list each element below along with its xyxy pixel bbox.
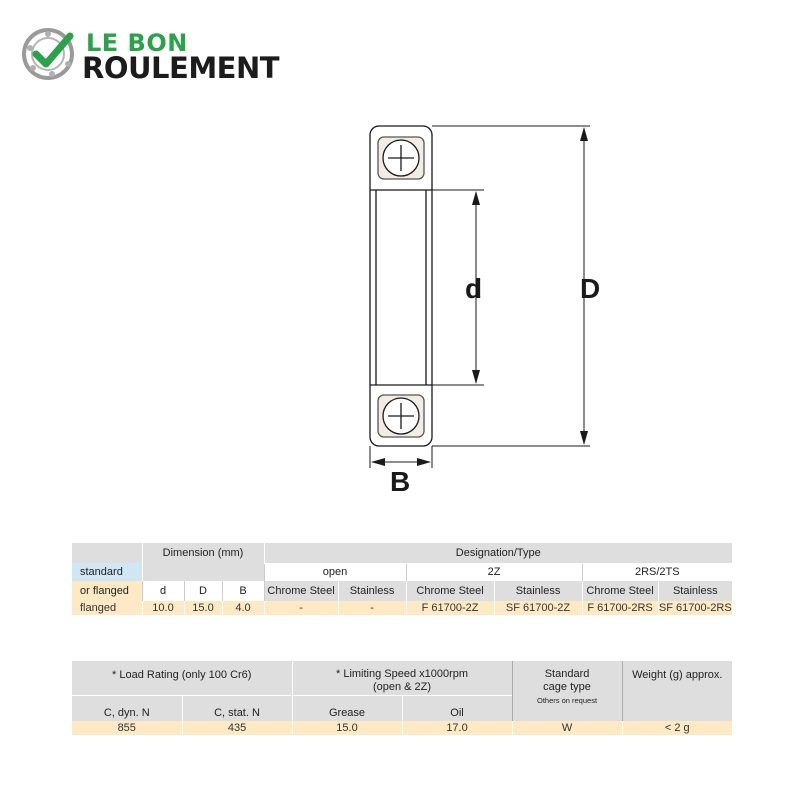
brand-line-1: LE BON xyxy=(86,29,188,57)
label-D: D xyxy=(580,273,601,304)
value-c-stat: 435 xyxy=(182,721,292,735)
col-D: D xyxy=(184,581,222,601)
col-c-dyn: C, dyn. N xyxy=(72,695,182,721)
rating-table xyxy=(72,661,732,735)
cage-line-2: cage type xyxy=(543,681,591,693)
value-open-chrome: - xyxy=(264,601,338,615)
col-B: B xyxy=(222,581,264,601)
col-open-stainless: Stainless xyxy=(338,581,406,601)
row-label-or-flanged: or flanged xyxy=(72,581,142,601)
brand-line-2: ROULEMENT xyxy=(82,51,280,85)
value-cage: W xyxy=(512,721,622,735)
bottom-ball xyxy=(378,395,424,437)
limiting-speed-line-1: * Limiting Speed x1000rpm xyxy=(335,668,469,680)
label-B: B xyxy=(390,466,411,497)
value-B: 4.0 xyxy=(222,601,264,615)
value-2rs-chrome: F 61700-2RS xyxy=(582,601,658,615)
group-open: open xyxy=(264,563,406,581)
col-oil: Oil xyxy=(402,695,512,721)
cage-line-1: Standard xyxy=(544,668,590,680)
top-ball xyxy=(378,137,424,179)
value-2rs-stainless: SF 61700-2RS xyxy=(658,602,732,614)
weight-header: Weight (g) approx. xyxy=(622,661,732,721)
col-2z-stainless: Stainless xyxy=(494,581,582,601)
value-D: 15.0 xyxy=(184,601,222,615)
col-c-stat: C, stat. N xyxy=(182,695,292,721)
col-open-chrome: Chrome Steel xyxy=(264,581,338,601)
load-rating-header: * Load Rating (only 100 Cr6) xyxy=(72,661,292,695)
col-2z-chrome: Chrome Steel xyxy=(406,581,494,601)
row-label-flanged: flanged xyxy=(72,601,142,615)
cage-note: Others on request xyxy=(537,696,598,705)
row-label-standard: standard xyxy=(72,563,142,581)
table-row xyxy=(72,721,732,735)
group-2rs: 2RS/2TS xyxy=(582,563,732,581)
designation-table xyxy=(72,543,732,615)
value-grease: 15.0 xyxy=(292,721,402,735)
col-grease: Grease xyxy=(292,695,402,721)
table-row xyxy=(72,601,732,615)
dimension-header: Dimension (mm) xyxy=(142,543,264,563)
value-d: 10.0 xyxy=(142,601,184,615)
value-open-stainless: - xyxy=(338,601,406,615)
col-2rs-chrome: Chrome Steel xyxy=(582,581,658,601)
value-2z-chrome: F 61700-2Z xyxy=(406,601,494,615)
value-weight: < 2 g xyxy=(622,721,732,735)
group-2z: 2Z xyxy=(406,563,582,581)
value-2z-stainless: SF 61700-2Z xyxy=(494,601,582,615)
limiting-speed-line-2: (open & 2Z) xyxy=(372,681,432,693)
col-2rs-stainless: Stainless xyxy=(658,581,732,601)
cage-type-header xyxy=(512,661,622,721)
value-c-dyn: 855 xyxy=(72,721,182,735)
designation-header: Designation/Type xyxy=(264,543,732,563)
limiting-speed-header xyxy=(292,661,512,695)
value-oil: 17.0 xyxy=(402,721,512,735)
col-d: d xyxy=(142,581,184,601)
label-d: d xyxy=(465,273,483,304)
